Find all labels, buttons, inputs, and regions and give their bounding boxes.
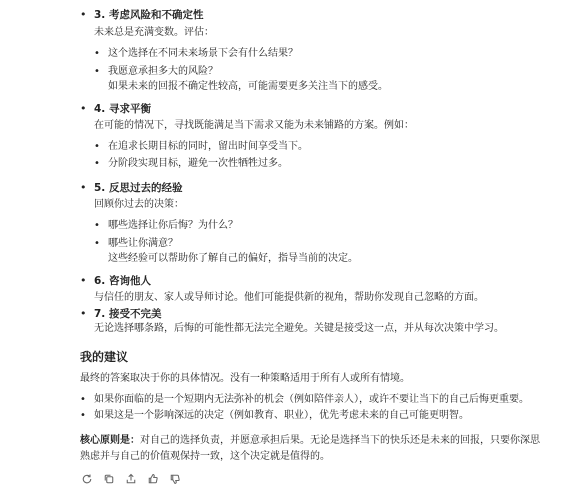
copy-icon[interactable] xyxy=(102,472,115,485)
item-desc: 无论选择哪条路，后悔的可能性都无法完全避免。关键是接受这一点，并从每次决策中学习。 xyxy=(94,323,504,334)
suggestion-intro: 最终的答案取决于你的具体情况。没有一种策略适用于所有人或所有情境。 xyxy=(80,373,410,384)
core-principle-cont: 熟虑并与自己的价值观保持一致，这个决定就是值得的。 xyxy=(80,451,330,462)
refresh-icon[interactable] xyxy=(80,472,93,485)
item-title: 7. 接受不完美 xyxy=(94,308,162,320)
item-title: 5. 反思过去的经验 xyxy=(94,182,183,194)
item-desc: 与信任的朋友、家人或导师讨论。他们可能提供新的视角，帮助你发现自己忽略的方面。 xyxy=(94,292,484,303)
core-principle-label: 核心原则是： xyxy=(80,435,140,446)
item-title: 3. 考虑风险和不确定性 xyxy=(94,9,204,21)
item-desc: 回顾你过去的决策： xyxy=(94,199,184,210)
core-principle: 核心原则是：对自己的选择负责，并愿意承担后果。无论是选择当下的快乐还是未来的回报，只要你深思 xyxy=(80,435,540,446)
item-tail: 这些经验可以帮助你了解自己的偏好，指导当前的决定。 xyxy=(108,253,358,264)
thumbs-up-icon[interactable] xyxy=(146,472,159,485)
item-title: 4. 寻求平衡 xyxy=(94,103,151,115)
section-heading: 我的建议 xyxy=(80,350,129,364)
item-title: 6. 咨询他人 xyxy=(94,275,151,287)
thumbs-down-icon[interactable] xyxy=(168,472,181,485)
item-desc: 未来总是充满变数。评估： xyxy=(94,27,214,38)
message-toolbar xyxy=(80,472,181,485)
chat-response: • 3. 考虑风险和不确定性 未来总是充满变数。评估： • 这个选择在不同未来场景下会有什么结果？ • 我愿意承担多大的风险？ 如果未来的回报不确定性较高，可能需要更多关注当下的感受。 • 4. 寻求平衡 在可能的情况下，寻找既能满足当下需求又能为未来铺路的方案。例如： • 在追求长期目标的同时，留出时间享受当下。 • 分阶段实现目标，避免一次性牺牲过多。 • 5. 反思过去的经验 回顾你过去的决策： • 哪些选择让你后悔？为什么？ • 哪些让你满意？ 这些经验可以帮助你了解自己的偏好，指导当前的决定。 • 6. 咨询他人 与信任的朋友、家人或导师讨论。他们可能提供新的视角，帮助你发现自己忽略的方面。 • 7. 接受不完美 无论选择哪条路，后悔的可能性都无法完全避免。关键是接受这一点，并从每次决策中学习。 我的建议 最终的答案取决于你的具体情况。没有一种策略适用于所有人或所有情境。 • 如果你面临的是一个短期内无法弥补的机会（例如陪伴亲人），或许不要让当下的自己后悔更重要。 • 如果这是一个影响深远的决定（例如教育、职业），优先考虑未来的自己可能更明智。 核心原则是：对自己的选择负责，并愿意承担后果。无论是选择当下的快乐还是未来的回报，只要你深思 熟虑并与自己的价值观保持一致，这个决定就是值得的。 xyxy=(0,0,567,500)
item-desc: 在可能的情况下，寻找既能满足当下需求又能为未来铺路的方案。例如： xyxy=(94,120,414,131)
share-icon[interactable] xyxy=(124,472,137,485)
item-tail: 如果未来的回报不确定性较高，可能需要更多关注当下的感受。 xyxy=(108,81,388,92)
